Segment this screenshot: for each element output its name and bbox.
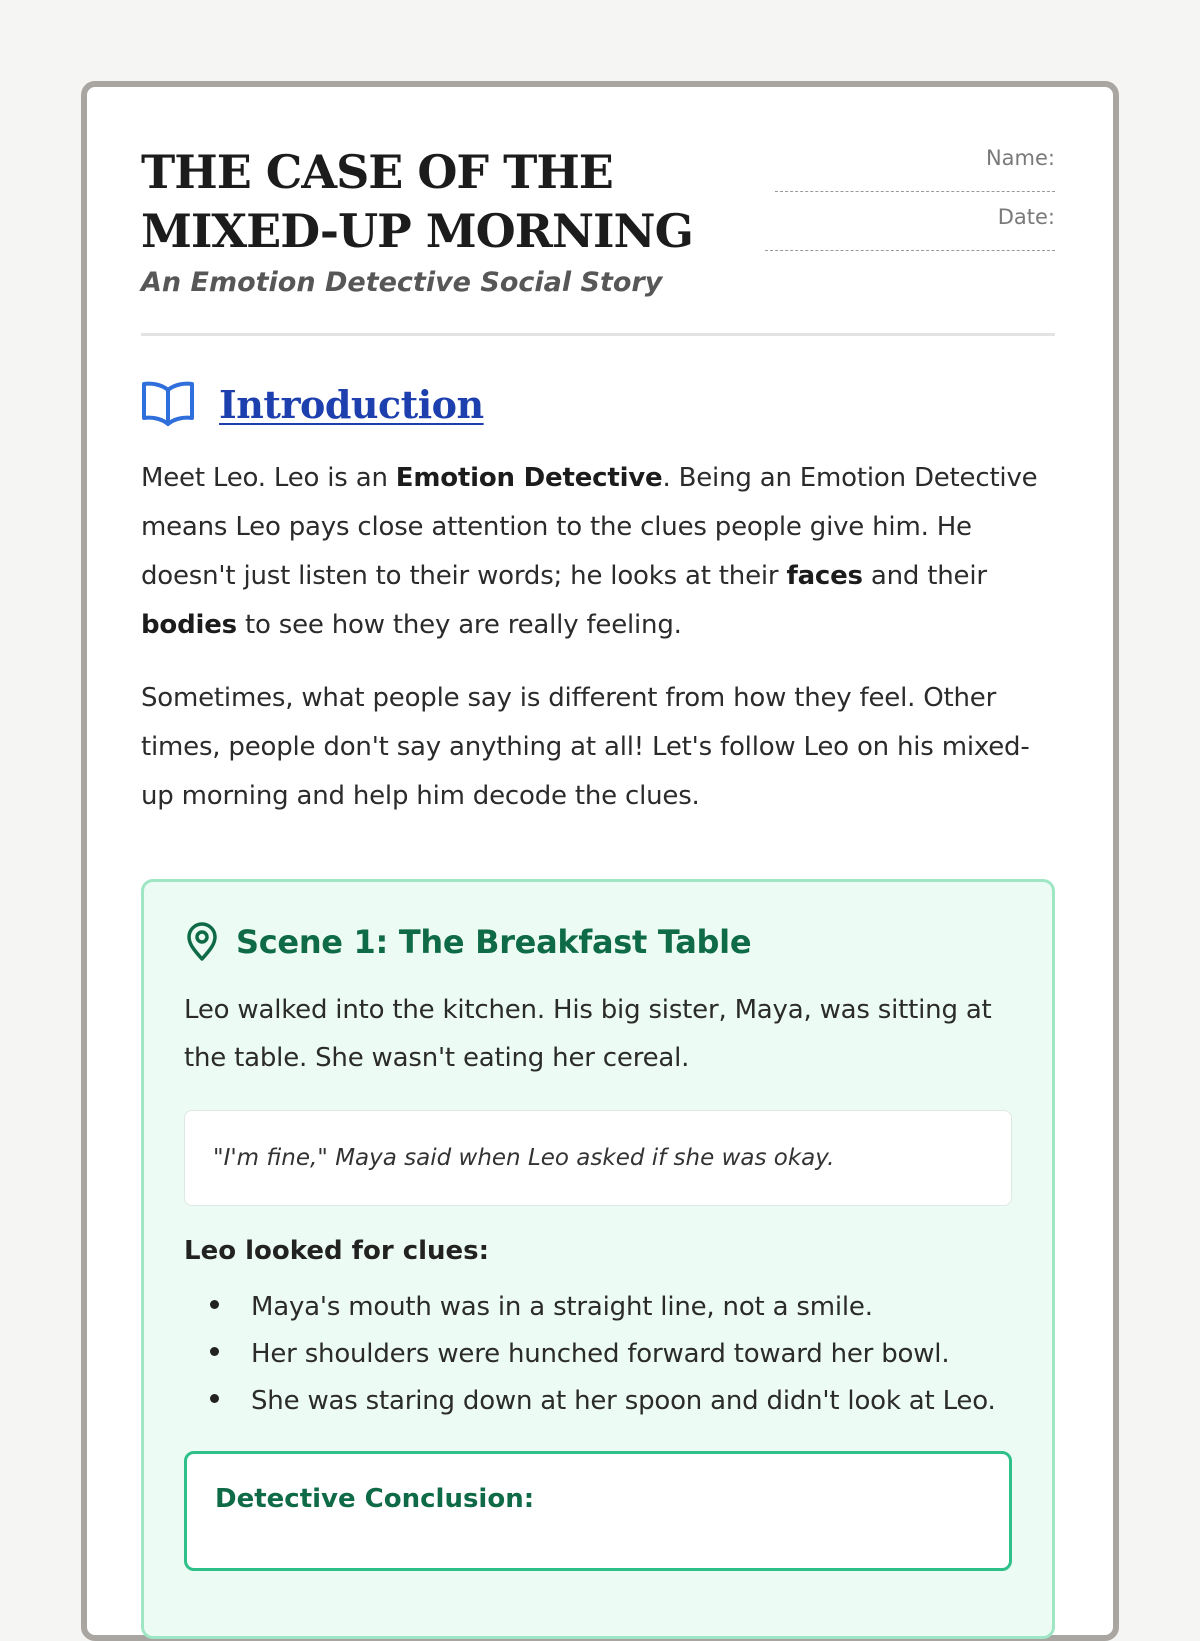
intro-text-run: Meet Leo. Leo is an — [141, 463, 396, 493]
intro-paragraph-1 — [141, 454, 1055, 650]
introduction-title[interactable]: Introduction — [219, 381, 484, 427]
name-field[interactable] — [775, 173, 1055, 192]
list-item — [210, 1378, 1012, 1425]
scene-1-heading — [184, 922, 1012, 962]
date-label: Date: — [997, 205, 1055, 229]
emphasis-text: faces — [786, 561, 863, 591]
quote-box — [184, 1110, 1012, 1206]
worksheet-card — [81, 81, 1119, 1641]
list-item — [210, 1284, 1012, 1331]
date-field[interactable] — [765, 232, 1055, 251]
page-title: THE CASE OF THE MIXED-UP MORNING — [141, 145, 693, 258]
bullet-icon — [210, 1300, 219, 1309]
emphasis-text: Emotion Detective — [395, 463, 663, 493]
clue-list — [184, 1284, 1012, 1425]
intro-paragraph-2: Sometimes, what people say is different from how they feel. Other times, people don't say anything at all! Let's follow Leo on his mixed-up morning and help him decode the clues. — [141, 683, 1030, 811]
intro-text-run: . Being an Emotion Detective means Leo pays close attention to the clues people give him. He doesn't just listen to their words; he looks at their — [141, 463, 1038, 591]
clue-text: Her shoulders were hunched forward toward her bowl. — [251, 1339, 950, 1369]
scene-1-card — [141, 879, 1055, 1639]
conclusion-label: Detective Conclusion: — [215, 1484, 535, 1514]
location-pin-icon — [184, 922, 220, 962]
clue-text: Maya's mouth was in a straight line, not a smile. — [251, 1292, 873, 1322]
list-item — [210, 1331, 1012, 1378]
bullet-icon — [210, 1347, 219, 1356]
scene-1-title: Scene 1: The Breakfast Table — [236, 923, 752, 961]
scene-1-text: Leo walked into the kitchen. His big sister, Maya, was sitting at the table. She wasn't eating her cereal. — [184, 995, 992, 1073]
open-book-icon — [141, 380, 195, 428]
introduction-heading — [141, 376, 1055, 432]
name-date-block — [755, 143, 1055, 261]
bullet-icon — [210, 1394, 219, 1403]
maya-quote: "I'm fine," Maya said when Leo asked if she was okay. — [213, 1145, 835, 1171]
page-subtitle: An Emotion Detective Social Story — [141, 267, 663, 298]
worksheet-header — [141, 143, 1055, 319]
header-divider — [141, 333, 1055, 336]
intro-text-run: to see how they are really feeling. — [236, 610, 682, 640]
intro-text-run: and their — [862, 561, 987, 591]
name-label: Name: — [985, 146, 1055, 170]
emphasis-text: bodies — [141, 610, 237, 640]
detective-conclusion-box[interactable] — [184, 1451, 1012, 1571]
clue-text: She was staring down at her spoon and didn't look at Leo. — [251, 1386, 996, 1416]
clues-label: Leo looked for clues: — [184, 1236, 490, 1266]
